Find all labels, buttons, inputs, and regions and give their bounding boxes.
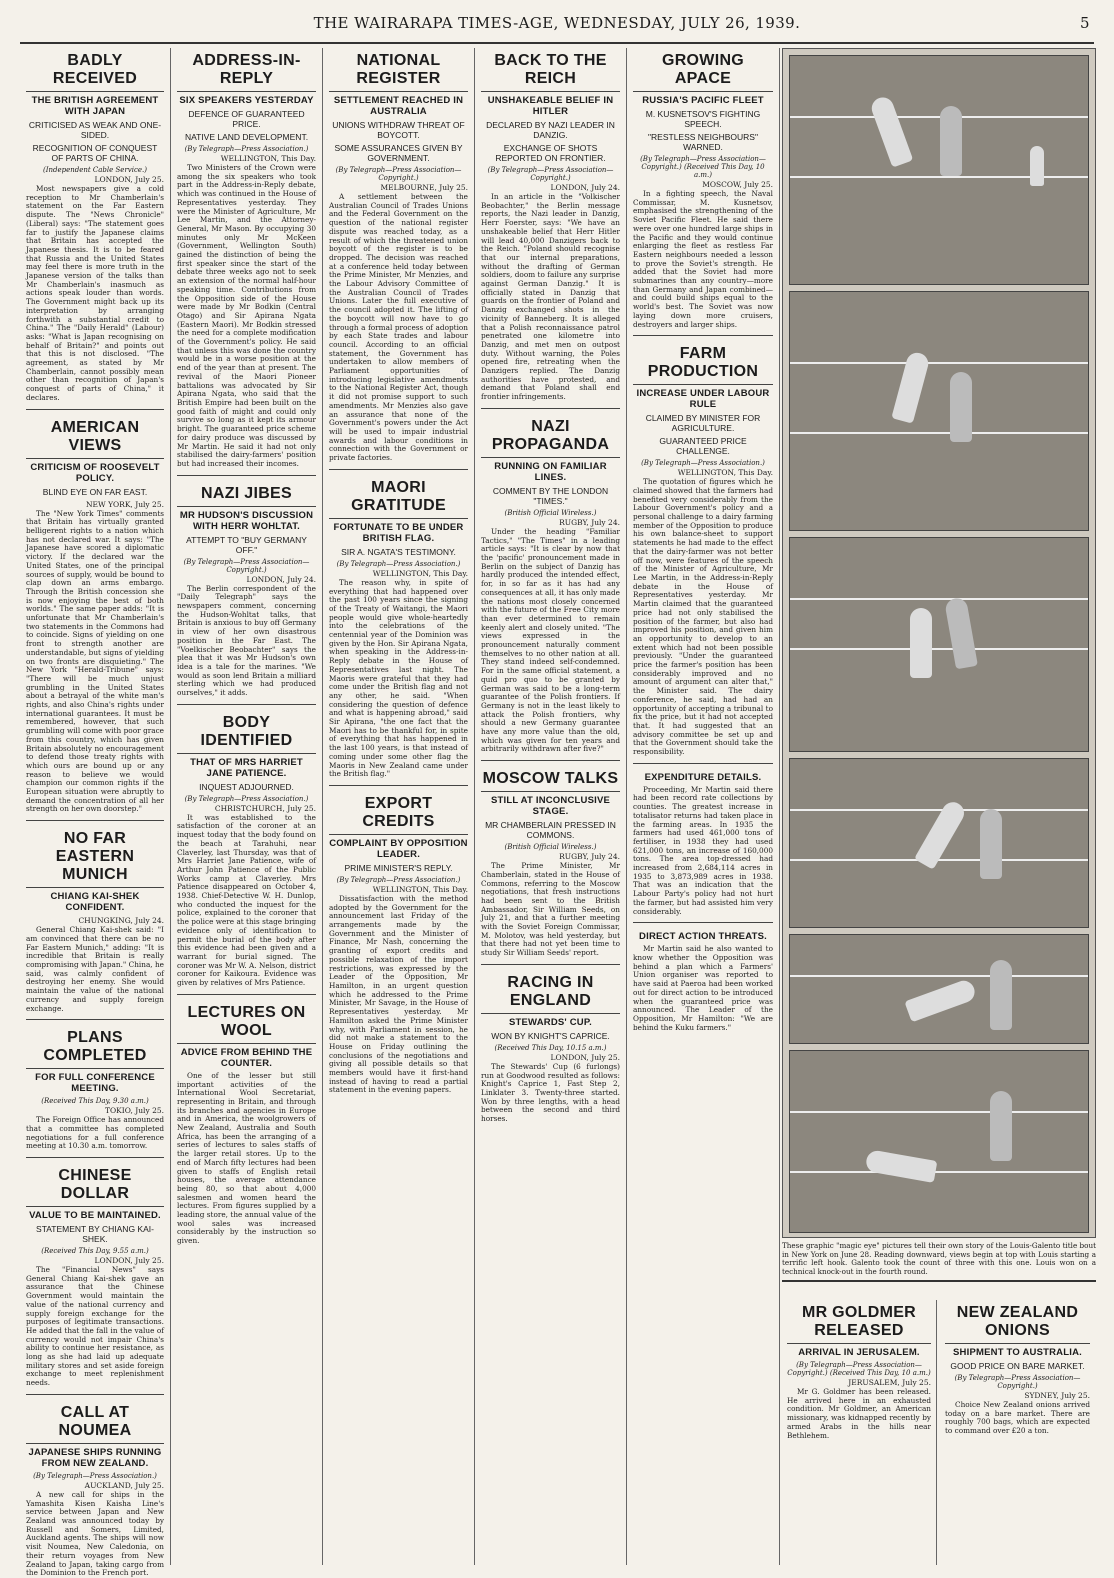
article-headline: EXPORT CREDITS (329, 795, 468, 835)
masthead-title: THE WAIRARAPA TIMES-AGE, WEDNESDAY, JULY 26, 1939. (313, 14, 801, 32)
article-body: The Foreign Office has announced that a committee has completed negotiations for a full conference meeting at 10.30 a.m. tomorrow. (26, 1115, 164, 1151)
boxing-photo-2 (789, 291, 1089, 531)
dateline-place: MOSCOW, July 25. (702, 180, 773, 189)
dateline-place: CHRISTCHURCH, July 25. (214, 803, 316, 813)
article-headline: ADDRESS-IN-REPLY (177, 52, 316, 92)
article-headline: NAZI JIBES (177, 485, 316, 507)
dateline-place: TOKIO, July 25. (105, 1106, 164, 1116)
article-subheading: BLIND EYE ON FAR EAST. (42, 486, 148, 497)
article-body: Mr G. Goldmer has been released. He arrived here in an exhausted condition. Mr Goldmer, an American missionary, was kidnapped recently by armed Arabs in the hills near Bethlehem. (787, 1387, 931, 1440)
article-subheading: DECLARED BY NAZI LEADER IN DANZIG. (486, 120, 615, 140)
article-body: One of the lesser but still important activities of the International Wool Secretariat, representing in Britain, and through its branches and agencies in Europe and in America, the woolgrowers of New Zealand, Australia and South Africa, has been the arranging of a series of lectures to sales staffs of the larger retail stores. Up to the end of March fifty lectures had been given to staffs of English retail houses, the average attendance being 80, so that about 4,000 salesmen and women heard the lectures. From figures supplied by a leading store, the annual value of the wool sales was increased considerably by the instruction so given. (177, 1070, 316, 1246)
article-subheading: VALUE TO BE MAINTAINED. (29, 1210, 161, 1222)
article-headline: GROWING APACE (633, 52, 773, 92)
article-subheading: JAPANESE SHIPS RUNNING FROM NEW ZEALAND. (28, 1446, 162, 1469)
dateline-place: WELLINGTON, This Day. (220, 154, 316, 163)
page-number: 5 (1080, 14, 1090, 32)
article-headline: BODY IDENTIFIED (177, 714, 316, 754)
article (329, 785, 468, 1095)
dateline-place: LONDON, July 25. (550, 1052, 620, 1062)
article-headline: NATIONAL REGISTER (329, 52, 468, 92)
article-subheading: RUSSIA'S PACIFIC FLEET (642, 95, 764, 106)
article-subheading: UNSHAKEABLE BELIEF IN HITLER (487, 95, 614, 117)
article-body: In an article in the "Volkischer Beobachter," the Berlin message reports, the Nazi leader in Danzig, Herr Foerster, says: "We have an unshakeable belief that Herr Hitler will lead 40,000 Danzigers back to the Reich. "Poland should recognise that our internal preparations, without the drafting of German soldiers, doom to failure any surprise against German Danzig." It is officially stated in Danzig that guards on the frontier of Poland and Danzig exchanged shots in the vicinity of Banneberg. It is alleged that a Polish reconnaissance patrol penetrated one kilometre into Danzig, and met men on outpost duty. Without warning, the Poles opened fire, retreating when the Danzigers replied. The Danzig authorities have protested, and demand that Poland shall end frontier infringements. (481, 192, 620, 402)
article-subheading: PRIME MINISTER'S REPLY. (344, 862, 453, 873)
dateline-source: (Independent Cable Service.) (42, 166, 148, 174)
article-headline: MAORI GRATITUDE (329, 479, 468, 519)
masthead (20, 14, 1094, 44)
article (26, 52, 164, 403)
dateline-source: (By Telegraph—Press Association.) (184, 794, 309, 803)
dateline-source: (Received This Day, 10.15 a.m.) (494, 1043, 607, 1052)
article-subheading: STILL AT INCONCLUSIVE STAGE. (490, 795, 611, 818)
article-subheading: SOME ASSURANCES GIVEN BY GOVERNMENT. (334, 143, 463, 163)
dateline-source: (By Telegraph—Press Association—Copyright.) (183, 557, 310, 574)
boxing-photo-4 (789, 758, 1089, 928)
article-body: The "Financial News" says General Chiang Kai-shek gave an assurance that the Chinese Government would maintain the value of the national currency and supply foreign exchange for the purposes of legitimate transactions. He added that the fall in the value of currency would not impair China's ability to continue her resistance, as long as she had laid up adequate military stores and set aside foreign exchange to meet replenishment needs. (26, 1265, 164, 1388)
article-headline: NEW ZEALAND ONIONS (945, 1304, 1090, 1344)
article-body: Most newspapers give a cold reception to Mr Chamberlain's statement on the Far Eastern dispute. The "News Chronicle" (Liberal) says: "The statement goes far to justify the Japanese claims that Britain has accepted the Japanese thesis. It is to be feared that Russia and the United States may feel there is more truth in the Japanese version of the talks than Mr Chamberlain's inasmuch as actions speak louder than words. The Government might back up its interpretation by arranging forthwith a substantial credit to China." The "Daily Herald" (Labour) asks: "What is Japan recognising on behalf of Britain?" and points out that this is not disclosed. "The agreement, as stated by Mr Chamberlain, cannot possibly mean other than recognition of Japan's conquest of parts of China," it declares. (26, 184, 164, 402)
dateline-place: WELLINGTON, This Day. (372, 884, 468, 894)
article (177, 994, 316, 1246)
article-body: It was established to the satisfaction of the coroner at an inquest today that the body found on the beach at Tarahuhi, near Claverley, last Thursday, was that of Mrs Harriet Jane Patience, wife of Arthur John Patience of the Public Works camp at Claverley. Mrs Patience disappeared on October 4, 1938. Chief-Detective W. H. Dunlop, who conducted the inquest for the police, explained to the coroner that the police were at this stage bringing evidence only of identification to permit the burial of the body after this evidence had been given and a warrant for burial signed. The coroner was Mr W. A. Nelson, district coroner for Kaikoura. Evidence was given by relatives of Mrs Patience. (177, 812, 316, 988)
dateline-place: RUGBY, July 24. (559, 852, 620, 862)
article-subheading: RECOGNITION OF CONQUEST OF PARTS OF CHINA. (32, 143, 158, 163)
article-headline: NO FAR EASTERN MUNICH (26, 830, 164, 888)
article-subheading: UNIONS WITHDRAW THREAT OF BOYCOTT. (332, 120, 465, 140)
dateline-place: LONDON, July 25. (94, 1256, 164, 1266)
article-body: A new call for ships in the Yamashita Kisen Kaisha Line's service between Japan and New Zealand was announced today by Russell and Somers, Limited, Auckland agents. The ships will now visit Noumea, New Caledonia, on their return voyages from New Zealand to Japan, taking cargo from the Dominion to the French port. (26, 1489, 164, 1578)
article (633, 335, 773, 757)
article-subheading: RUNNING ON FAMILIAR LINES. (494, 460, 607, 483)
article-body: Under the heading "Familiar Tactics," "The Times" in a leading article says: "It is clear by now that the 'pacific' pronouncement made in Berlin on the subject of Danzig has hardly produced the intended effect, for, in so far as it has had any consequences at all, it has only made the nations most closely concerned with the future of the Free City more than ever determined to remain keenly alert and closely united. "The views expressed in the pronouncement naturally comment themselves to no other nation at all. They stand indeed self-condemned. For in the same official statement, a quid pro quo to be granted by German was said to be a long-term guarantee of the Polish frontiers. If Germany is not in the least likely to attack the Polish frontiers, why should a new Germany guarantee have any more value than the old, which was given for ten years and arbitrarily withdrawn after five?" (481, 526, 620, 754)
article (26, 820, 164, 1013)
article-body: The reason why, in spite of everything that had happened over the past 100 years since the signing of the Treaty of Waitangi, the Maori people would give whole-heartedly into the celebrations of the centennial year of the Dominion was given by the Hon. Sir Apirana Ngata, when speaking in the Address-in-Reply debate in the House of Representatives last night. The Maoris were grateful that they had come under the British flag and not any other, he said. "When considering the question of defence and what is happening abroad," said Sir Apirana, "the one fact that the Maori has to be thankful for, in spite of everything that has happened in the last 100 years, is that instead of coming under some other flag the Maoris in New Zealand came under the British flag." (329, 577, 468, 779)
article-subheading: ATTEMPT TO "BUY GERMANY OFF." (186, 534, 307, 555)
article-subheading: CHIANG KAI-SHEK CONFIDENT. (50, 891, 140, 914)
dateline-source: (By Telegraph—Press Association.) (336, 875, 461, 884)
article-subheading: FOR FULL CONFERENCE MEETING. (35, 1072, 155, 1095)
article (26, 1019, 164, 1151)
column-4 (474, 48, 626, 1565)
column-2 (170, 48, 322, 1565)
article-subheading: SHIPMENT TO AUSTRALIA. (953, 1347, 1082, 1358)
dateline-source: (By Telegraph—Press Association—Copyright.) (Received This Day, 10 a.m.) (640, 155, 766, 179)
bottom-article-onions (940, 1300, 1095, 1565)
dateline-source: (Received This Day, 9.55 a.m.) (41, 1247, 149, 1256)
dateline-place: CHUNGKING, July 24. (78, 916, 164, 926)
article (633, 763, 773, 917)
dateline-source: (By Telegraph—Press Association—Copyright.) (487, 166, 614, 182)
dateline-place: WELLINGTON, This Day. (372, 568, 468, 578)
dateline-source: (British Official Wireless.) (504, 508, 597, 517)
article (787, 1304, 931, 1440)
article-headline: BACK TO THE REICH (481, 52, 620, 92)
bottom-article-goldmer (782, 1300, 937, 1565)
article (26, 1157, 164, 1388)
article-subheading: SETTLEMENT REACHED IN AUSTRALIA (333, 95, 464, 117)
column-3 (322, 48, 474, 1565)
article-headline: FARM PRODUCTION (633, 345, 773, 385)
boxing-photo-strip (782, 48, 1096, 1238)
article-subheading: THAT OF MRS HARRIET JANE PATIENCE. (190, 756, 303, 779)
article-headline: BADLY RECEIVED (26, 52, 164, 92)
column-5 (626, 48, 780, 1565)
dateline-source: (Received This Day, 9.30 a.m.) (41, 1097, 149, 1106)
article (481, 964, 620, 1124)
boxing-photo-6 (789, 1050, 1089, 1233)
article-subheading: GUARANTEED PRICE CHALLENGE. (659, 436, 747, 457)
dateline-place: SYDNEY, July 25. (1024, 1391, 1090, 1400)
dateline-source: (By Telegraph—Press Association.) (184, 145, 309, 153)
article (177, 52, 316, 469)
article-subheading: CLAIMED BY MINISTER FOR AGRICULTURE. (645, 413, 761, 434)
dateline-source: (By Telegraph—Press Association—Copyright.) (Received This Day, 10 a.m.) (787, 1361, 931, 1377)
article (26, 1394, 164, 1578)
dateline-source: (British Official Wireless.) (504, 843, 597, 852)
article-subheading: MR HUDSON'S DISCUSSION WITH HERR WOHLTAT. (179, 509, 314, 532)
article-subheading: COMMENT BY THE LONDON "TIMES." (492, 485, 609, 506)
article (177, 704, 316, 988)
dateline-source: (By Telegraph—Press Association.) (336, 559, 461, 568)
article-subheading: SIX SPEAKERS YESTERDAY (179, 95, 314, 106)
article-subheading: SIR A. NGATA'S TESTIMONY. (341, 546, 456, 557)
article-subheading: "RESTLESS NEIGHBOURS" WARNED. (648, 132, 758, 152)
photo-caption: These graphic "magic eye" pictures tell their own story of the Louis-Galento title bout in New York on June 28. Reading downward, views begin at top with Louis starting a terrific left hook. Galento took the count of three with this one. Louis won on a technical knock-out in the fourth round. (782, 1242, 1096, 1282)
article (945, 1304, 1090, 1436)
article-body: The "New York Times" comments that Britain has virtually granted belligerent rights to a nation which has not declared war. It says: "The Japanese have scored a diplomatic victory. If the declared war the United States, one of the principal sources of supply, would be bound to clap down an arms embargo. Through the British concession she is now enjoying the best of both worlds." The same paper adds: "It is unfortunate that Mr Chamberlain's two statements in the Commons had to coincide. Signs of yielding on one front to strength another are understandable, but signs of yielding on two fronts are disquieting." The New York "Herald-Tribune" says: "There will be much unjust grumbling in the United States about a betrayal of the white man's rights, and also China's rights under international guarantees. It must be remembered, however, that such grumbling will come with poor grace from this country, which has given Britain absolutely no encouragement to defend those treaty rights with which ours are bound up or any reason to believe we would champion our common rights if the European situation were abruptly to demand the concentration of all her strength on her own doorstep." (26, 508, 164, 814)
article-subheading: CRITICISED AS WEAK AND ONE-SIDED. (28, 120, 162, 140)
article-subheading: GOOD PRICE ON BARE MARKET. (950, 1361, 1085, 1371)
article-subheading: THE BRITISH AGREEMENT WITH JAPAN (31, 95, 159, 117)
dateline-source: (By Telegraph—Press Association.) (33, 1471, 157, 1480)
article-headline: PLANS COMPLETED (26, 1029, 164, 1069)
article (329, 52, 468, 463)
article-subheading: MR CHAMBERLAIN PRESSED IN COMMONS. (485, 820, 616, 841)
article-body: The Prime Minister, Mr Chamberlain, stated in the House of Commons, referring to the Moscow negotiations, that fresh instructions had been sent to the British Ambassador, Sir William Seeds, on July 21, and that a further meeting with the Soviet Foreign Commissar, M. Molotov, was held yesterday, but that there had not yet been time to study Sir William Seeds' report. (481, 861, 620, 958)
article (329, 469, 468, 779)
article-subheading: M. KUSNETSOV'S FIGHTING SPEECH. (645, 109, 761, 129)
article-headline: RACING IN ENGLAND (481, 974, 620, 1014)
article-subheading: STEWARDS' CUP. (508, 1016, 592, 1028)
article-headline: MR GOLDMER RELEASED (787, 1304, 931, 1344)
article-headline: NAZI PROPAGANDA (481, 418, 620, 458)
dateline-place: JERUSALEM, July 25. (848, 1378, 931, 1387)
article-body: Two Ministers of the Crown were among the six speakers who took part in the Address-in-Reply debate, which was continued in the House of Representatives yesterday. They were the Minister of Agriculture, Mr Lee Martin, and the Attorney-General, Mr Mason. By occupying 30 minutes only Mr McKeen (Government, Wellington South) gained the distinction of being the first speaker since the start of the debate three weeks ago not to seek an extension of the normal half-hour speaking time. Contributions from the Opposition side of the House were made by Mr Bodkin (Central Otago) and Sir Apirana Ngata (Eastern Maori). Mr Bodkin stressed the need for a complete modification of the Government's policy. He said that unless this was done the country would be in a worse position at the end of the year than at present. The revival of the Maori Pioneer battalions was advocated by Sir Apirana Ngata, who said that the British Empire had been built on the good faith of might and could only survive so long as it kept its armour bright. The guaranteed price scheme for dairy produce was discussed by Mr Martin. He said it had not only stabilised the dairy-farmers' position but had increased their incomes. (177, 163, 316, 468)
article-subheading: INQUEST ADJOURNED. (199, 781, 294, 792)
dateline-place: LONDON, July 24. (550, 183, 620, 192)
article-subheading: NATIVE LAND DEVELOPMENT. (184, 132, 309, 142)
dateline-source: (By Telegraph—Press Association.) (641, 459, 765, 468)
article-headline: CALL AT NOUMEA (26, 1404, 164, 1444)
article-subheading: EXCHANGE OF SHOTS REPORTED ON FRONTIER. (495, 143, 606, 163)
article-body: General Chiang Kai-shek said: "I am convinced that there can be no Far Eastern Munich," adding: "It is incredible that Britain is really compromising with Japan." China, he said, was calmly confident of destroying her enemy. She would maintain the value of the national currency and supply foreign exchange. (26, 925, 164, 1013)
boxing-photo-5 (789, 934, 1089, 1044)
article (633, 922, 773, 1032)
dateline-place: MELBOURNE, July 25. (380, 183, 468, 192)
article (481, 760, 620, 958)
article-body: The Stewards' Cup (6 furlongs) run at Goodwood resulted as follows: Knight's Caprice 1, Fast Step 2, Linklater 3. Twenty-three started. Won by three lengths, with a head between the second and third horses. (481, 1061, 620, 1124)
article-body: Mr Martin said he also wanted to know whether the Opposition was behind a plan which a Farmers' Union organiser was reported to have said at Paeroa had been worked out for direct action to be introduced when the guaranteed price was announced. The Leader of the Opposition, Mr Hamilton: "We are behind the Kuku farmers." (633, 944, 773, 1032)
article (177, 475, 316, 698)
article-headline: AMERICAN VIEWS (26, 419, 164, 459)
article-subheading: EXPENDITURE DETAILS. (644, 771, 762, 783)
dateline-source: (By Telegraph—Press Association—Copyright.) (954, 1374, 1081, 1390)
article-body: Proceeding, Mr Martin said there had been record rate collections by counties. The greatest increase in totalisator returns had taken place in the farming areas. In 1935 the farmers had used 461,000 tons of fertiliser, in 1938 they had used 621,000 tons, an increase of 160,000 tons. The area top-dressed had increased from 2,684,114 acres in 1935 to 3,873,989 acres in 1938. That was an indication that the Labour Party's policy had not hurt the farmer, but had assisted him very considerably. (633, 784, 773, 916)
boxing-photo-1 (789, 55, 1089, 285)
article-subheading: FORTUNATE TO BE UNDER BRITISH FLAG. (333, 521, 464, 544)
dateline-place: LONDON, July 25. (94, 175, 164, 184)
article-subheading: ADVICE FROM BEHIND THE COUNTER. (180, 1046, 313, 1069)
article (26, 409, 164, 815)
article-subheading: DIRECT ACTION THREATS. (639, 931, 767, 943)
article-headline: LECTURES ON WOOL (177, 1004, 316, 1044)
article-body: The quotation of figures which he claimed showed that the farmers had benefited very considerably from the Labour Government's policy and a personal challenge to a dairy farming member of the Opposition to produce his own balance-sheet to support statements he had made to the effect that the dairy-farmer was not better off now, were features of the speech of the Minister of Agriculture, Mr Lee Martin, in the Address-in-Reply debate in the House of Representatives yesterday. Mr Martin claimed that the guaranteed price had not only stabilised the position of the farmer, but also had improved his position, and given him an opportunity to develop to an extent which had not been possible previously. "Under the guaranteed price the farmer's position has been considerably improved and no amount of argument can alter that," the Minister said. The dairy conference, he said, had had an opportunity of accepting a tribunal to fix the price, but it had not accepted that. It had suggested that an advisory committee be set up and that the Government should take the responsibility. (633, 477, 773, 757)
article-subheading: STATEMENT BY CHIANG KAI-SHEK. (36, 1224, 154, 1245)
article-subheading: WON BY KNIGHT'S CAPRICE. (491, 1030, 610, 1041)
article-body: Dissatisfaction with the method adopted by the Government for the announcement last Friday of the arrangements made by the Government and the Minister of Finance, Mr Nash, concerning the granting of export credits and possible relaxation of the import restrictions, was expressed by the Leader of the Opposition, Mr Hamilton, in an urgent question which he addressed to the Prime Minister, Mr Savage, in the House of Representatives yesterday. Mr Hamilton asked the Prime Minister why, with Parliament in session, he did not make a statement to the House on Friday outlining the conclusions of the negotiations and giving all possible details so that members would have it first-hand instead of having to read a partial statement in the evening papers. (329, 893, 468, 1095)
boxing-photo-3 (789, 537, 1089, 752)
article-body: The Berlin correspondent of the "Daily Telegraph" says the newspapers comment, concerning the Hudson-Wohltat talks, that Britain is anxious to buy off Germany in view of her own disastrous position in the Far East. The "Voelkischer Beobachter" says the plea that it was Mr Hudson's own idea is a tale for the marines. "We would as soon lend Britain a milliard sterling which we had produced ourselves," it adds. (177, 583, 316, 698)
article-body: A settlement between the Australian Council of Trades Unions and the Federal Government on the question of the national register dispute was reached today, as a result of which the threatened union boycott of the register is to be dropped. The decision was reached at a conference held today between the Prime Minister, Mr Menzies, and the Labour Advisory Committee of the Australian Council of Trades Unions. Later the full executive of the council adopted it. The lifting of the boycott will now have to go through a formal process of adoption by each State trades and labour council. According to an official statement, the Government has undertaken to allow members of Parliament opportunities of introducing legislative amendments to the National Register Act, though it did not promise support to such amendments. Mr Menzies also gave an assurance that none of the Government's powers under the Act will be used to impair industrial awards and labour conditions in connection with the Government or private factories. (329, 192, 468, 463)
dateline-place: RUGBY, July 24. (559, 517, 620, 527)
article-body: Choice New Zealand onions arrived today on a bare market. There are roughly 700 bags, which are expected to command over £20 a ton. (945, 1400, 1090, 1436)
article-body: In a fighting speech, the Naval Commissar, M. Kusnetsov, emphasised the strengthening of the Soviet Pacific Fleet. He said there were over one hundred large ships in the Pacific and they would continue enlarging the fleet as restless Far Eastern neighbours needed a lesson to prove the Soviet's strength. He added that the Soviet had more submarines than any country—more than Germany and Japan combined—and could build ships equal to the world's best. The Soviet was now laying down more cruisers, destroyers and larger ships. (633, 189, 773, 329)
article-subheading: DEFENCE OF GUARANTEED PRICE. (188, 109, 305, 129)
article (481, 52, 620, 402)
dateline-source: (By Telegraph—Press Association—Copyright.) (335, 166, 462, 182)
article-subheading: ARRIVAL IN JERUSALEM. (798, 1347, 920, 1358)
article-headline: MOSCOW TALKS (481, 770, 620, 792)
dateline-place: WELLINGTON, This Day. (677, 468, 773, 478)
dateline-place: AUCKLAND, July 25. (84, 1480, 164, 1490)
article (481, 408, 620, 754)
article-subheading: COMPLAINT BY OPPOSITION LEADER. (329, 837, 468, 860)
column-1 (20, 48, 170, 1578)
dateline-place: LONDON, July 24. (246, 574, 316, 584)
article (633, 52, 773, 329)
article-headline: CHINESE DOLLAR (26, 1167, 164, 1207)
article-subheading: INCREASE UNDER LABOUR RULE (636, 388, 770, 411)
dateline-place: NEW YORK, July 25. (85, 499, 164, 509)
article-subheading: CRITICISM OF ROOSEVELT POLICY. (30, 461, 160, 484)
